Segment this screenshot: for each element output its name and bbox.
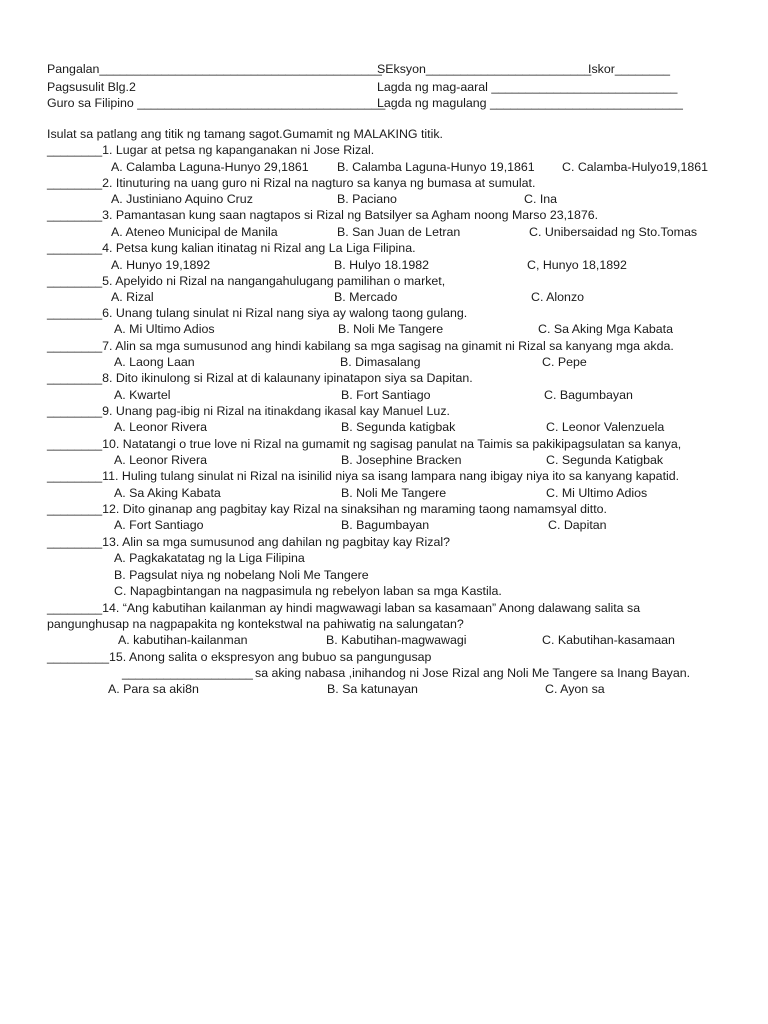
instruction: Isulat sa patlang ang titik ng tamang sagot.Gumamit ng MALAKING titik. <box>47 127 444 141</box>
choice-b: B. Dimasalang <box>340 355 421 369</box>
score-field: Iskor________ <box>588 62 670 76</box>
question-choices <box>0 224 768 240</box>
student-signature-field: Lagda ng mag-aaral ___________________________ <box>377 80 678 94</box>
choice-c: C. Unibersaidad ng Sto.Tomas <box>529 225 698 239</box>
choice-b: B. Mercado <box>334 290 398 304</box>
choice-b: B. Hulyo 18.1982 <box>334 258 430 272</box>
choice-a: A. Hunyo 19,1892 <box>111 258 211 272</box>
choice-c: C. Leonor Valenzuela <box>546 420 665 434</box>
choice-a: A. Leonor Rivera <box>114 453 207 467</box>
question-choices <box>0 257 768 273</box>
question-stem: ________13. Alin sa mga sumusunod ang dahilan ng pagbitay kay Rizal? <box>47 535 450 549</box>
name-field: Pangalan_________________________________________ <box>47 62 382 76</box>
choice-c: C. Ina <box>524 192 558 206</box>
teacher-field: Guro sa Filipino ____________________________________ <box>47 96 386 110</box>
choice-a: A. Rizal <box>111 290 154 304</box>
choice-a: A. Para sa aki8n <box>108 682 199 696</box>
question-stem: ________14. “Ang kabutihan kailanman ay hindi magwawagi laban sa kasamaan” Anong dalawang salita sa <box>47 601 641 615</box>
choice-a: A. Fort Santiago <box>114 518 204 532</box>
question-choices <box>0 354 768 370</box>
question-choices <box>0 191 768 207</box>
choice-b: B. Noli Me Tangere <box>341 486 447 500</box>
question-choices <box>0 632 768 648</box>
choice-b: B. Paciano <box>337 192 397 206</box>
quiz-number: Pagsusulit Blg.2 <box>47 80 136 94</box>
choice-a: A. Kwartel <box>114 388 171 402</box>
question-stem: ________6. Unang tulang sinulat ni Rizal nang siya ay walong taong gulang. <box>47 306 468 320</box>
choice-a: A. Ateneo Municipal de Manila <box>111 225 278 239</box>
question-stem: ________3. Pamantasan kung saan nagtapos si Rizal ng Batsilyer sa Agham noong Marso 23,1876. <box>47 208 599 222</box>
question-stem: ________2. Itinuturing na uang guro ni Rizal na nagturo sa kanya ng bumasa at sumulat. <box>47 176 536 190</box>
choice-c: C. Pepe <box>542 355 587 369</box>
choice-a: A. Justiniano Aquino Cruz <box>111 192 253 206</box>
choice-c: C. Napagbintangan na nagpasimula ng rebelyon laban sa mga Kastila. <box>114 584 502 598</box>
choice-b: B. Noli Me Tangere <box>338 322 444 336</box>
question-stem: ________10. Natatangi o true love ni Rizal na gumamit ng sagisag panulat na Taimis sa pakikipagsulatan sa kanya, <box>47 437 682 451</box>
question-choices <box>0 517 768 533</box>
choice-c: C. Alonzo <box>531 290 585 304</box>
choice-a: A. Sa Aking Kabata <box>114 486 221 500</box>
choice-a: A. Laong Laan <box>114 355 195 369</box>
choice-a: A. Mi Ultimo Adios <box>114 322 215 336</box>
question-choices <box>0 419 768 435</box>
question-stem: ________5. Apelyido ni Rizal na nangangahulugang pamilihan o market, <box>47 274 446 288</box>
parent-signature-field: Lagda ng magulang ____________________________ <box>377 96 683 110</box>
question-choices <box>0 289 768 305</box>
question-stem: ________4. Petsa kung kalian itinatag ni Rizal ang La Liga Filipina. <box>47 241 416 255</box>
answer-blank: ___________________ <box>122 666 253 680</box>
question-stem: ________8. Dito ikinulong si Rizal at di kalaunany ipinatapon siya sa Dapitan. <box>47 371 473 385</box>
choice-b: B. San Juan de Letran <box>337 225 461 239</box>
question-stem: ________1. Lugar at petsa ng kapanganakan ni Jose Rizal. <box>47 143 375 157</box>
choice-a: A. Pagkakatatag ng la Liga Filipina <box>114 551 305 565</box>
choice-c: C. Kabutihan-kasamaan <box>542 633 675 647</box>
question-choices <box>0 681 768 697</box>
question-choices <box>0 485 768 501</box>
question-choices <box>0 159 768 175</box>
choice-b: B. Bagumbayan <box>341 518 430 532</box>
choice-c: C. Segunda Katigbak <box>546 453 664 467</box>
question-stem: _________15. Anong salita o ekspresyon ang bubuo sa pangungusap <box>47 650 432 664</box>
choice-b: B. Sa katunayan <box>327 682 418 696</box>
question-stem-continued: pangunghusap na nagpapakita ng kontekstwal na pahiwatig na salungatan? <box>47 617 464 631</box>
choice-c: C. Calamba-Hulyo19,1861 <box>562 160 709 174</box>
question-stem: ________11. Huling tulang sinulat ni Rizal na isinilid niya sa isang lampara nang ibigay niya ito sa kanyang kapatid. <box>47 469 680 483</box>
question-stem: ________12. Dito ginanap ang pagbitay kay Rizal na sinaksihan ng maraming taong namamsyal ditto. <box>47 502 607 516</box>
question-choices <box>0 387 768 403</box>
question-stem: ________9. Unang pag-ibig ni Rizal na itinakdang ikasal kay Manuel Luz. <box>47 404 450 418</box>
choice-a: A. Calamba Laguna-Hunyo 29,1861 <box>111 160 309 174</box>
choice-b: B. Segunda katigbak <box>341 420 456 434</box>
section-field: SEksyon________________________ <box>377 62 592 76</box>
choice-a: A. Leonor Rivera <box>114 420 207 434</box>
header-row-2 <box>0 79 768 95</box>
choice-b: B. Josephine Bracken <box>341 453 462 467</box>
choice-c: C. Mi Ultimo Adios <box>546 486 648 500</box>
header-row-1 <box>0 61 768 77</box>
choice-c: C. Bagumbayan <box>544 388 633 402</box>
choice-b: B. Fort Santiago <box>341 388 431 402</box>
choice-b: B. Pagsulat niya ng nobelang Noli Me Tangere <box>114 568 369 582</box>
choice-c: C, Hunyo 18,1892 <box>527 258 627 272</box>
question-stem-continued: ___________________ sa aking nabasa ,inihandog ni Jose Rizal ang Noli Me Tangere sa Inang Bayan. <box>122 666 691 680</box>
header-row-3 <box>0 95 768 111</box>
question-choices <box>0 452 768 468</box>
choice-b: B. Calamba Laguna-Hunyo 19,1861 <box>337 160 535 174</box>
choice-a: A. kabutihan-kailanman <box>118 633 248 647</box>
choice-c: C. Dapitan <box>548 518 607 532</box>
question-stem: ________7. Alin sa mga sumusunod ang hindi kabilang sa mga sagisag na ginamit ni Rizal sa kanyang mga akda. <box>47 339 674 353</box>
choice-c: C. Sa Aking Mga Kabata <box>538 322 674 336</box>
choice-b: B. Kabutihan-magwawagi <box>326 633 467 647</box>
question-choices <box>0 321 768 337</box>
choice-c: C. Ayon sa <box>545 682 605 696</box>
